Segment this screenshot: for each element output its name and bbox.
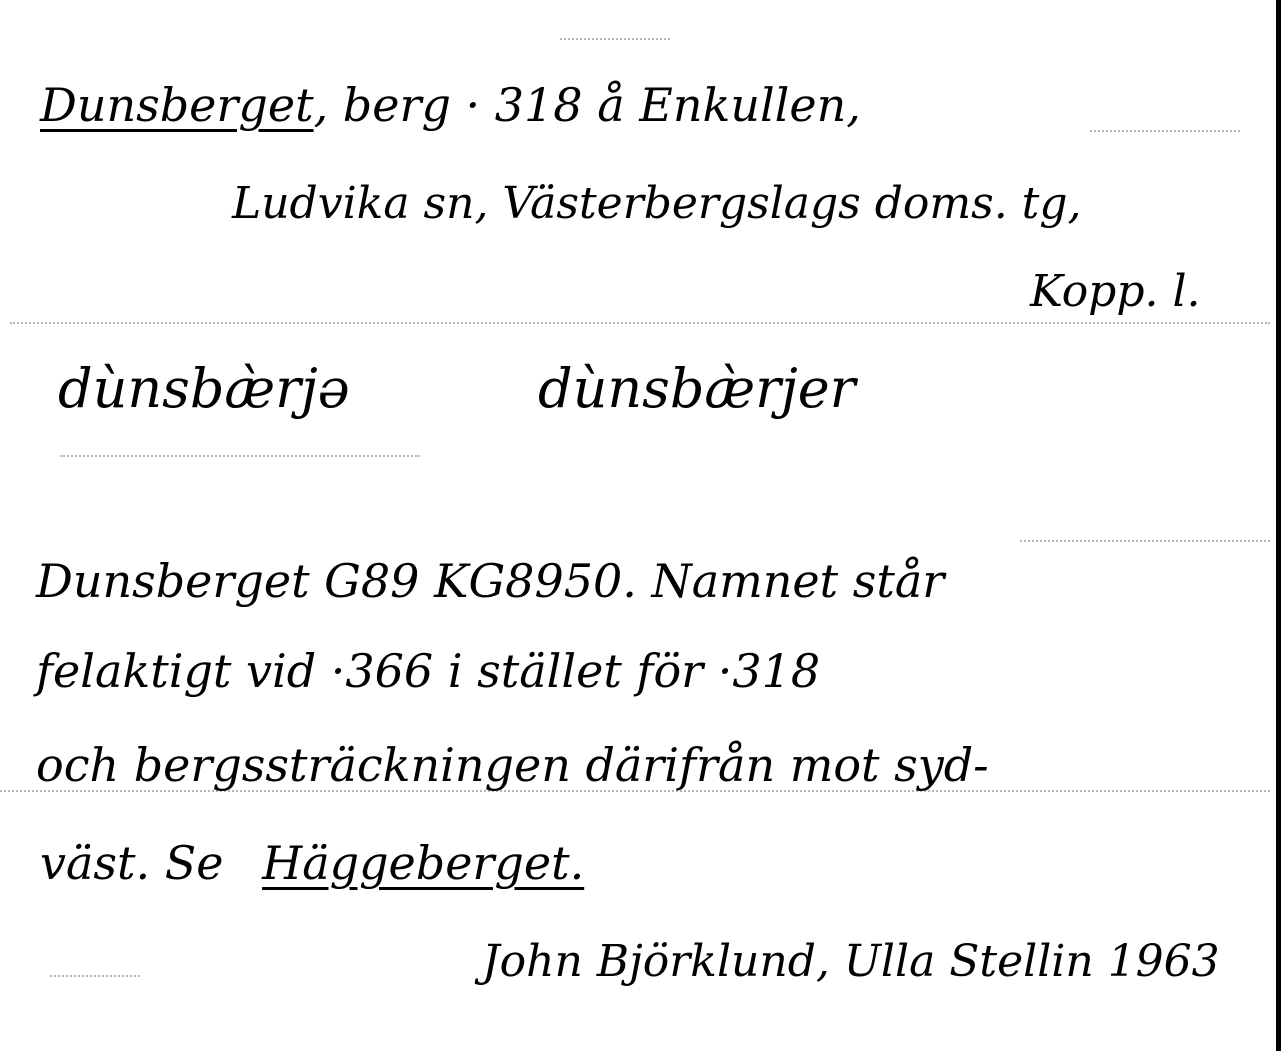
- body-line-2: felaktigt vid ·366 i stället för ·318: [36, 644, 821, 698]
- ruling-line: [50, 975, 140, 977]
- headword: Dunsberget: [40, 78, 314, 132]
- ruling-line: [1020, 540, 1270, 542]
- cross-reference-link: Häggeberget.: [262, 836, 585, 890]
- body-line-4: [40, 836, 585, 890]
- pronunciation-form-1: dùnsbæ̀rjə: [58, 357, 350, 420]
- body-line-3: och bergssträckningen därifrån mot syd-: [36, 738, 989, 792]
- body-line-1: Dunsberget G89 KG8950. Namnet står: [36, 554, 945, 608]
- ruling-line: [10, 322, 1270, 324]
- ruling-line: [560, 38, 670, 40]
- header-line-3: Kopp. l.: [1030, 266, 1201, 317]
- header-line-1: [40, 78, 861, 132]
- ruling-line: [1090, 130, 1240, 132]
- signature: John Björklund, Ulla Stellin 1963: [482, 936, 1220, 987]
- body-line-4-prefix: väst. Se: [40, 836, 224, 890]
- card-edge-line: [1276, 0, 1281, 1051]
- header-line-1-rest: , berg · 318 å Enkullen,: [313, 78, 861, 132]
- header-line-2: Ludvika sn, Västerbergslags doms. tg,: [232, 178, 1082, 229]
- pronunciation-form-2: dùnsbæ̀rjer: [538, 357, 856, 420]
- ruling-line: [60, 455, 420, 457]
